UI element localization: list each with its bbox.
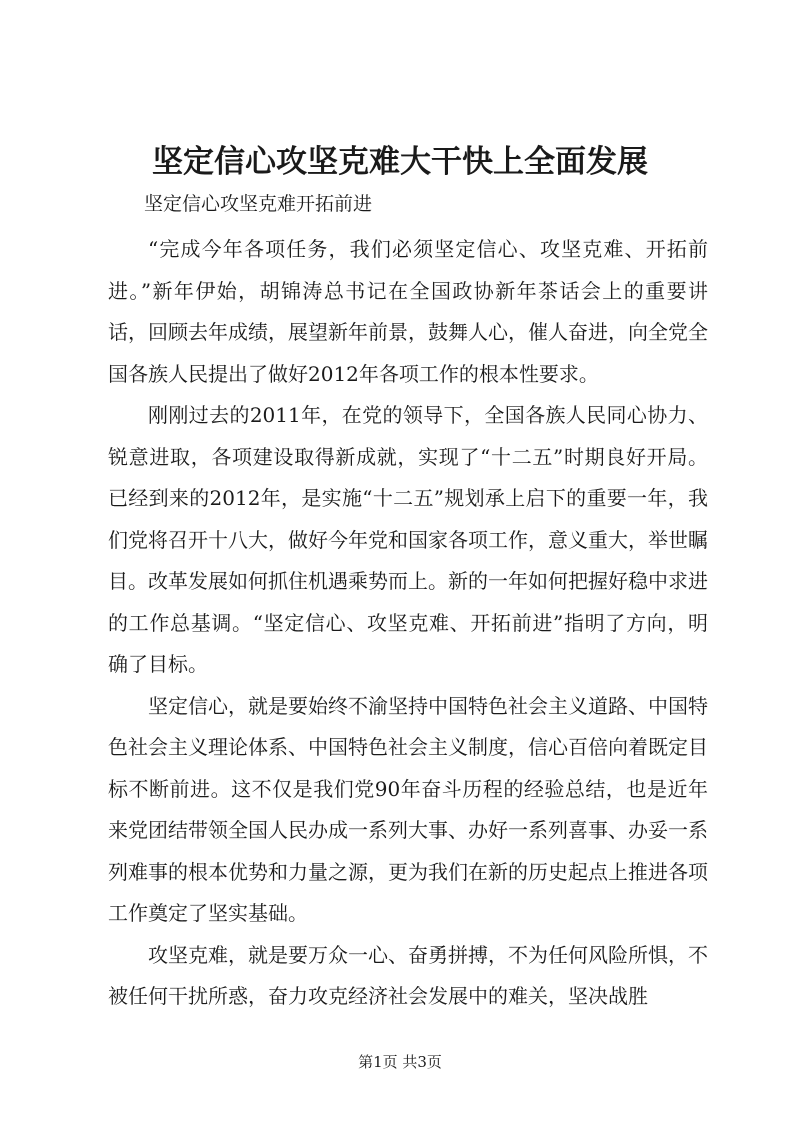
paragraph: 刚刚过去的2011年，在党的领导下，全国各族人民同心协力、锐意进取，各项建设取得新成就，实现了“十二五”时期良好开局。已经到来的2012年，是实施“十二五”规划承上启下的重要一年，我们党将召开十八大，做好今年党和国家各项工作，意义重大，举世瞩目。改革发展如何抓住机遇乘势而上。新的一年如何把握好稳中求进的工作总基调。“坚定信心、攻坚克难、开拓前进”指明了方向，明确了目标。 (108, 403, 708, 676)
document-title: 坚定信心攻坚克难大干快上全面发展 (152, 144, 648, 180)
document-body (108, 229, 708, 1018)
document-subtitle: 坚定信心攻坚克难开拓前进 (144, 193, 373, 215)
paragraph: “完成今年各项任务，我们必须坚定信心、攻坚克难、开拓前进。”新年伊始，胡锦涛总书记在全国政协新年茶话会上的重要讲话，回顾去年成绩，展望新年前景，鼓舞人心，催人奋进，向全党全国各族人民提出了做好2012年各项工作的根本性要求。 (108, 237, 708, 386)
paragraph: 坚定信心，就是要始终不渝坚持中国特色社会主义道路、中国特色社会主义理论体系、中国特色社会主义制度，信心百倍向着既定目标不断前进。这不仅是我们党90年奋斗历程的经验总结，也是近年来党团结带领全国人民办成一系列大事、办好一系列喜事、办妥一系列难事的根本优势和力量之源，更为我们在新的历史起点上推进各项工作奠定了坚实基础。 (108, 693, 708, 925)
page-number-footer: 第1页 共3页 (358, 1053, 442, 1071)
paragraph: 攻坚克难，就是要万众一心、奋勇拼搏，不为任何风险所惧，不被任何干扰所惑，奋力攻克经济社会发展中的难关，坚决战胜 (108, 942, 708, 1008)
